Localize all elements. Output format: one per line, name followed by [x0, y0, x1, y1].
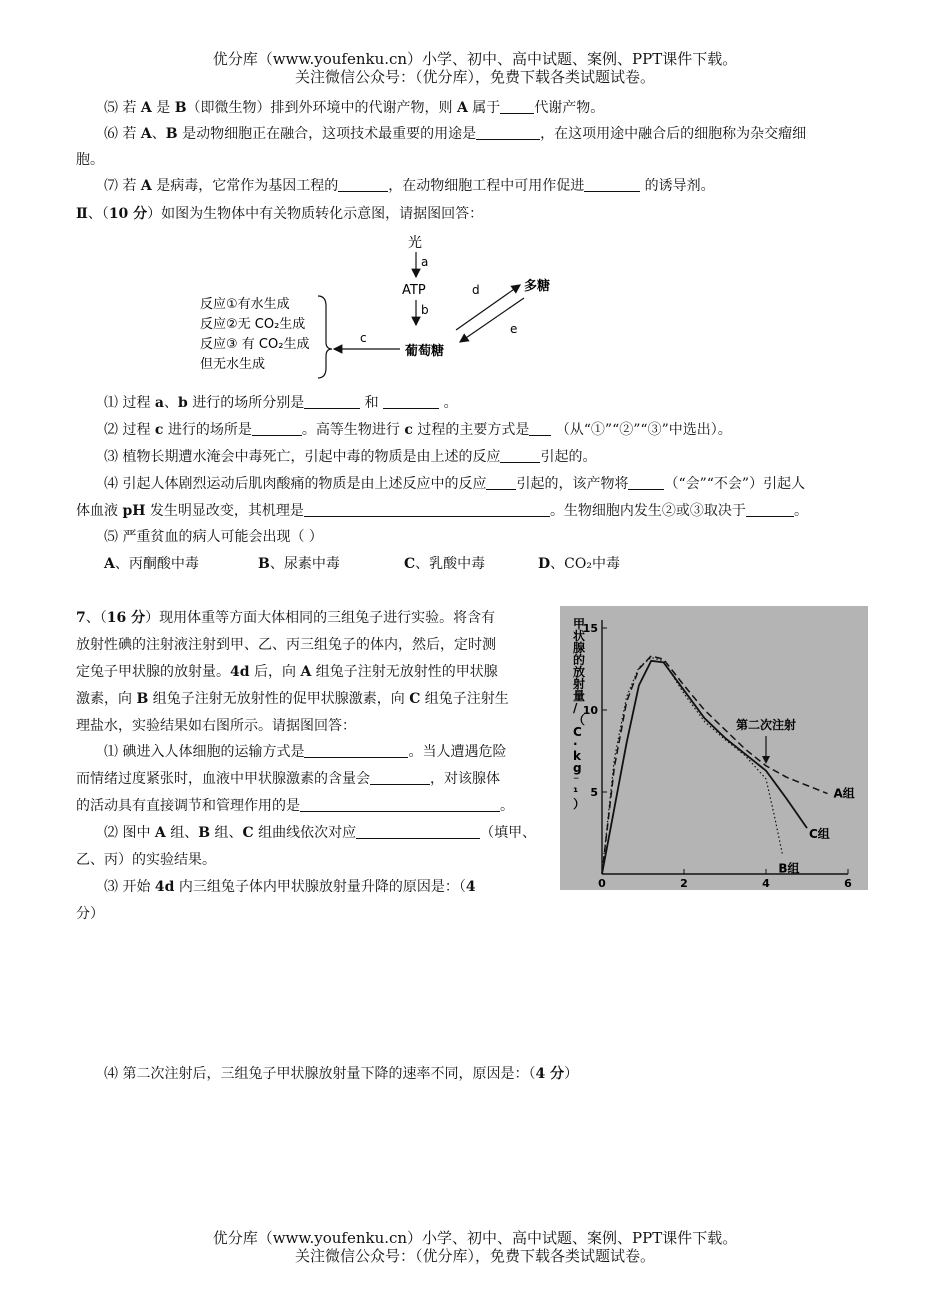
reaction-brace: [318, 296, 332, 378]
answer-blank[interactable]: [476, 125, 540, 140]
x-tick-label: 4: [762, 877, 770, 890]
series-label: C组: [809, 827, 830, 842]
answer-blank[interactable]: [356, 824, 480, 839]
answer-blank[interactable]: [383, 394, 439, 409]
q7-sub-3: ⑶ 开始 4d 内三组兔子体内甲状腺放射量升降的原因是：（4: [104, 879, 476, 895]
answer-blank[interactable]: [628, 475, 664, 490]
q7-line-1: 7、（16 分）现用体重等方面大体相同的三组兔子进行实验。将含有: [76, 610, 496, 626]
label-polysaccharide: 多糖: [524, 279, 551, 294]
thyroid-chart: [560, 606, 868, 890]
q7-sub-1-cont: 而情绪过度紧张时，血液中甲状腺激素的含量会 ，对该腺体: [76, 771, 500, 787]
answer-blank[interactable]: [500, 99, 534, 114]
second-injection-label: 第二次注射: [735, 718, 797, 732]
conversion-diagram: [190, 230, 580, 380]
q7-sub-2-cont: 乙、丙）的实验结果。: [76, 852, 216, 868]
part-2-question-1: ⑴ 过程 a、b 进行的场所分别是 和 。: [104, 395, 458, 411]
option-d: D、CO₂中毒: [538, 556, 620, 572]
label-c: c: [360, 331, 367, 345]
label-atp: ATP: [402, 283, 426, 298]
answer-blank[interactable]: [252, 421, 302, 436]
q7-sub-3-cont: 分）: [76, 906, 104, 922]
footer-line-2: 关注微信公众号：（优分库），免费下载各类试题试卷。: [294, 1247, 655, 1265]
q7-line-2: 放射性碘的注射液注射到甲、乙、丙三组兔子的体内，然后，定时测: [76, 637, 496, 653]
q7-line-3: 定兔子甲状腺的放射量。4d 后，向 A 组兔子注射无放射性的甲状腺: [76, 664, 498, 680]
option-a: A、丙酮酸中毒: [104, 556, 199, 572]
series-label: B组: [778, 861, 800, 876]
y-tick-label: 15: [582, 622, 598, 635]
part-2-question-3: ⑶ 植物长期遭水淹会中毒死亡，引起中毒的物质是由上述的反应 引起的。: [104, 449, 597, 465]
label-e: e: [510, 322, 518, 336]
answer-blank[interactable]: [304, 502, 550, 517]
q7-sub-4: ⑷ 第二次注射后，三组兔子甲状腺放射量下降的速率不同，原因是：（4 分）: [104, 1066, 579, 1082]
footer-line-1: 优分库（www.youfenku.cn）小学、初中、高中试题、案例、PPT课件下载。: [212, 1229, 738, 1247]
answer-blank[interactable]: [304, 743, 408, 758]
label-light: 光: [408, 235, 422, 251]
x-tick-label: 2: [680, 877, 688, 890]
reaction-2: 反应②无 CO₂生成: [200, 317, 306, 332]
y-tick-label: 10: [582, 704, 598, 717]
header-line-2: 关注微信公众号：（优分库），免费下载各类试题试卷。: [294, 68, 655, 86]
x-tick-label: 6: [844, 877, 852, 890]
answer-blank[interactable]: [529, 421, 551, 436]
answer-blank[interactable]: [304, 394, 360, 409]
reaction-3: 反应③ 有 CO₂生成: [200, 337, 310, 352]
option-b: B、尿素中毒: [258, 556, 340, 572]
x-tick-label: 0: [598, 877, 606, 890]
answer-blank[interactable]: [300, 797, 500, 812]
answer-blank[interactable]: [486, 475, 516, 490]
part-2-question-5: ⑸ 严重贫血的病人可能会出现（ ）: [104, 529, 323, 545]
header-line-1: 优分库（www.youfenku.cn）小学、初中、高中试题、案例、PPT课件下载。: [212, 50, 738, 68]
option-c: C、乳酸中毒: [404, 556, 486, 572]
answer-blank[interactable]: [584, 177, 640, 192]
question-6-cont: 胞。: [76, 152, 104, 168]
q7-sub-1-cont-2: 的活动具有直接调节和管理作用的是 。: [76, 798, 514, 814]
question-6: ⑹ 若 A、B 是动物细胞正在融合，这项技术最重要的用途是 ，在这项用途中融合后的细胞称为杂交瘤细: [104, 126, 807, 142]
answer-blank[interactable]: [338, 177, 388, 192]
answer-blank[interactable]: [500, 448, 540, 463]
q7-line-5: 理盐水，实验结果如右图所示。请据图回答：: [76, 718, 356, 734]
part-2-heading: Ⅱ、（10 分）如图为生物体中有关物质转化示意图，请据图回答：: [76, 206, 484, 222]
question-5: ⑸ 若 A 是 B（即微生物）排到外环境中的代谢产物，则 A 属于 代谢产物。: [104, 100, 605, 116]
q7-line-4: 激素，向 B 组兔子注射无放射性的促甲状腺激素，向 C 组兔子注射生: [76, 691, 509, 707]
label-a: a: [421, 255, 429, 269]
label-glucose: 葡萄糖: [405, 344, 445, 359]
answer-blank[interactable]: [746, 502, 794, 517]
part-2-question-4: ⑷ 引起人体剧烈运动后肌肉酸痛的物质是由上述反应中的反应 引起的，该产物将 （“会”“不会”）引起人: [104, 476, 806, 492]
label-d: d: [472, 283, 480, 297]
label-b: b: [421, 303, 429, 317]
question-7: ⑺ 若 A 是病毒，它常作为基因工程的 ，在动物细胞工程中可用作促进 的诱导剂。: [104, 178, 715, 194]
part-2-question-4-cont: 体血液 pH 发生明显改变，其机理是 。生物细胞内发生②或③取决于 。: [76, 503, 808, 519]
y-tick-label: 5: [590, 786, 598, 799]
q7-sub-2: ⑵ 图中 A 组、B 组、C 组曲线依次对应 （填甲、: [104, 825, 537, 841]
q7-sub-1: ⑴ 碘进入人体细胞的运输方式是 。当人遭遇危险: [104, 744, 507, 760]
series-label: A组: [833, 786, 855, 801]
answer-blank[interactable]: [370, 770, 430, 785]
y-axis-label: 甲状腺的放射量/（ C · k g ⁻ ¹ ）: [573, 617, 586, 811]
reaction-3-cont: 但无水生成: [200, 357, 266, 372]
reaction-1: 反应①有水生成: [200, 297, 290, 312]
part-2-question-2: ⑵ 过程 c 进行的场所是 。高等生物进行 c 过程的主要方式是 （从“①”“②”“③”中选出）。: [104, 422, 732, 438]
